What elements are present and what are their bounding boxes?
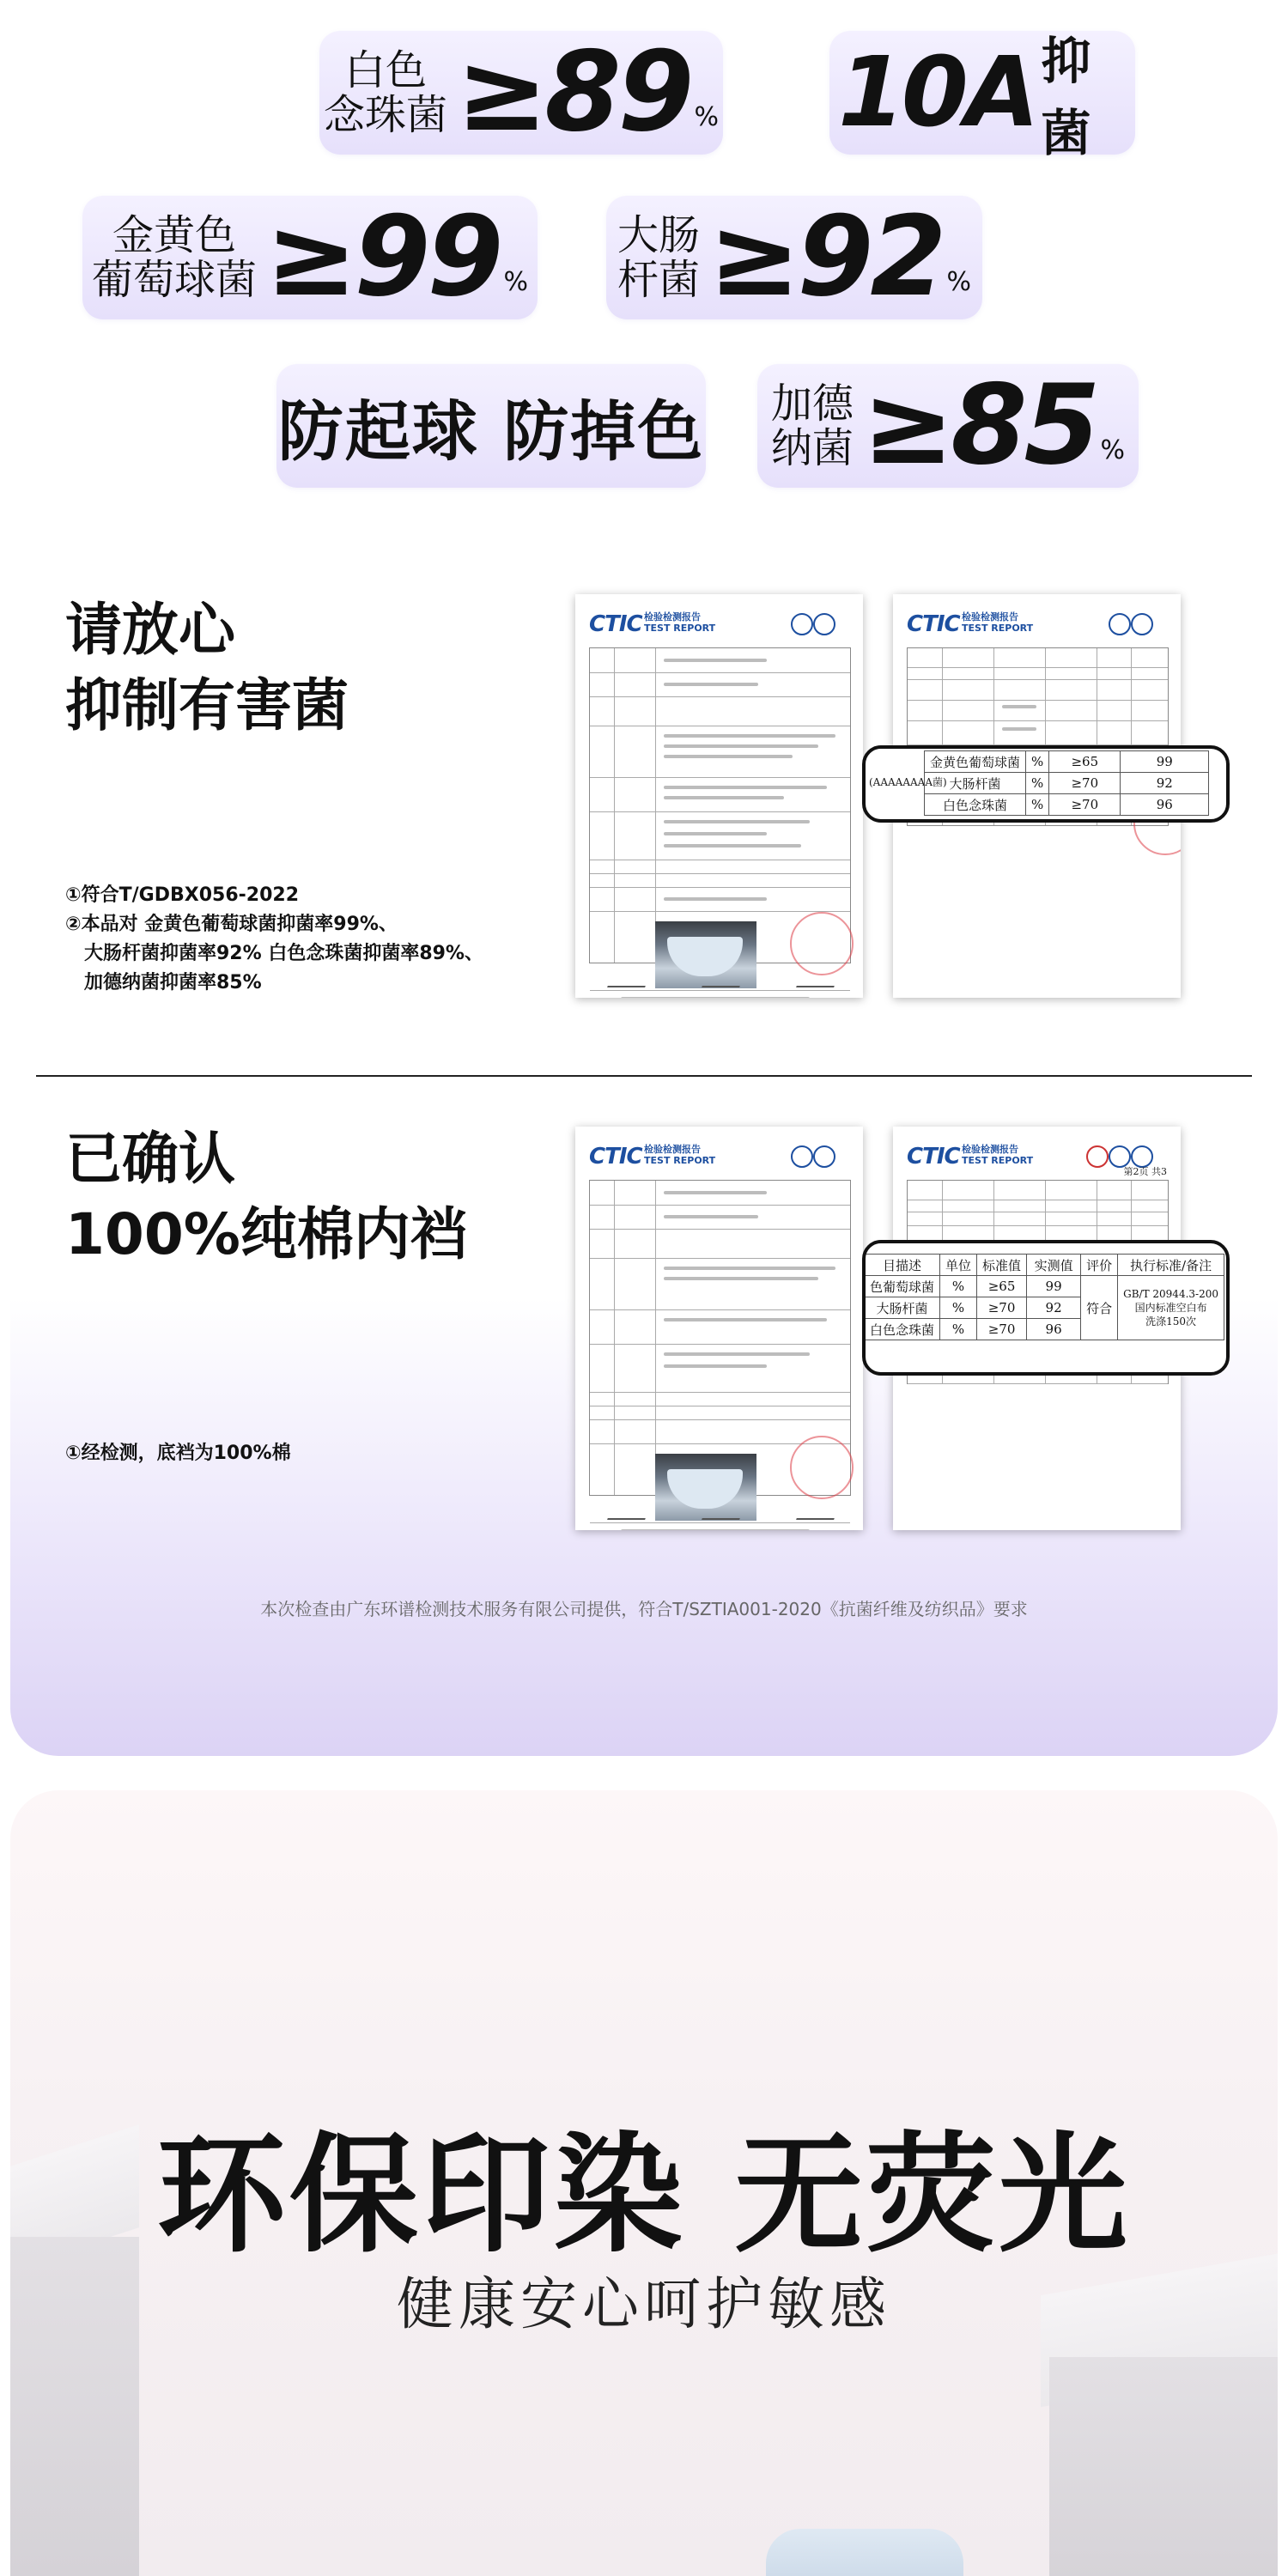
- report-header: [589, 610, 853, 639]
- cert-mark-icon: [1109, 613, 1131, 635]
- banner-headline: 环保印染 无荧光: [156, 2121, 1132, 2270]
- ctic-logo: CTIC: [589, 611, 642, 637]
- report-header: [589, 1142, 853, 1171]
- zoomed-result-table: [862, 1240, 1230, 1376]
- section2-title: 已确认 100%纯棉内裆: [65, 1126, 467, 1267]
- table-row: 金黄色葡萄球菌 % ≥65 99: [925, 751, 1209, 773]
- badge-label: 加德 纳菌: [771, 380, 854, 472]
- badge-value: ≥99: [265, 193, 501, 321]
- report-page-number: 第2页 共3: [1123, 1166, 1167, 1177]
- table-row: 白色念珠菌 % ≥70 96: [865, 1319, 1224, 1340]
- report-title: 检验检测报告 TEST REPORT: [962, 1144, 1034, 1166]
- badge-label: 金黄色 葡萄球菌: [92, 211, 258, 304]
- report-title: 检验检测报告 TEST REPORT: [644, 1144, 716, 1166]
- badge-value: ≥89: [456, 28, 691, 156]
- cert-mark-icon: [791, 613, 813, 635]
- badge-10a: [829, 31, 1135, 162]
- table-row: 色葡萄球菌 % ≥65 99 符合 GB/T 20944.3-200 国内标准空白布 洗涤150次: [865, 1276, 1224, 1297]
- ctic-logo: CTIC: [907, 611, 960, 637]
- test-report-page: [575, 594, 863, 998]
- feature-badges: [0, 0, 1288, 532]
- badge-pilling: [276, 364, 706, 488]
- report-title: 检验检测报告 TEST REPORT: [644, 611, 716, 634]
- section1-notes: ①符合T/GDBX056-2022 ②本品对 金黄色葡萄球菌抑菌率99%、 大肠杆菌抑菌率92% 白色念珠菌抑菌率89%、 加德纳菌抑菌率85%: [65, 884, 483, 993]
- remark-cell: GB/T 20944.3-200 国内标准空白布 洗涤150次: [1118, 1276, 1224, 1340]
- cert-mark-icon: [791, 1145, 813, 1168]
- zoomed-result-table: [862, 745, 1230, 823]
- badge-value: ≥85: [862, 361, 1097, 489]
- cnas-mark-icon: [813, 1145, 835, 1168]
- test-report-section: [10, 550, 1278, 1756]
- badge-unit: %: [946, 267, 971, 297]
- section-divider: [36, 1075, 1252, 1077]
- cma-mark-icon: [1086, 1145, 1109, 1168]
- product-fabric: [766, 2529, 963, 2576]
- badge-unit: %: [503, 267, 528, 297]
- right-block: [1049, 2357, 1278, 2576]
- badge-ecoli: [606, 193, 982, 321]
- badge-gardnerella: [757, 361, 1139, 489]
- badge-text: 防起球 防掉色: [277, 392, 705, 470]
- table-header: 目描述 单位 标准值 实测值 评价 执行标准/备注: [865, 1255, 1224, 1276]
- report-header: [907, 610, 1170, 639]
- table-row: 大肠杆菌 % ≥70 92: [925, 773, 1209, 794]
- badge-label: 白色 念珠菌: [324, 46, 448, 139]
- badge-value: 10A: [838, 37, 1036, 149]
- inspection-footnote: 本次检查由广东环谱检测技术服务有限公司提供，符合T/SZTIA001-2020《抗菌纤维及纺织品》要求: [260, 1599, 1028, 1619]
- badge-staph: [82, 193, 538, 321]
- zoom-side-label: (AAAAAAAA菌): [869, 776, 947, 788]
- section2-notes: ①经检测，底裆为100%棉: [65, 1443, 291, 1464]
- banner-subline: 健康安心呵护敏感: [397, 2271, 891, 2337]
- badge-white-candida: [319, 28, 723, 156]
- eco-dye-banner: [10, 1790, 1278, 2576]
- badge-suffix: 抑菌: [1041, 32, 1091, 162]
- test-report-page: [575, 1127, 863, 1530]
- cnas-mark-icon: [1131, 613, 1153, 635]
- red-seal-icon: [790, 1436, 854, 1499]
- red-seal-icon: [790, 912, 854, 975]
- report-title: 检验检测报告 TEST REPORT: [962, 611, 1034, 634]
- verdict-cell: 符合: [1081, 1276, 1118, 1340]
- ctic-logo: CTIC: [589, 1144, 642, 1170]
- badge-unit: %: [694, 102, 719, 132]
- cnas-mark-icon: [813, 613, 835, 635]
- badge-unit: %: [1100, 435, 1125, 465]
- section1-title: 请放心 抑制有害菌: [65, 597, 349, 738]
- badge-label: 大肠 杆菌: [617, 211, 701, 304]
- table-row: 大肠杆菌 % ≥70 92: [865, 1297, 1224, 1319]
- ctic-logo: CTIC: [907, 1144, 960, 1170]
- table-row: 白色念珠菌 % ≥70 96: [925, 794, 1209, 816]
- badge-value: ≥92: [708, 193, 944, 321]
